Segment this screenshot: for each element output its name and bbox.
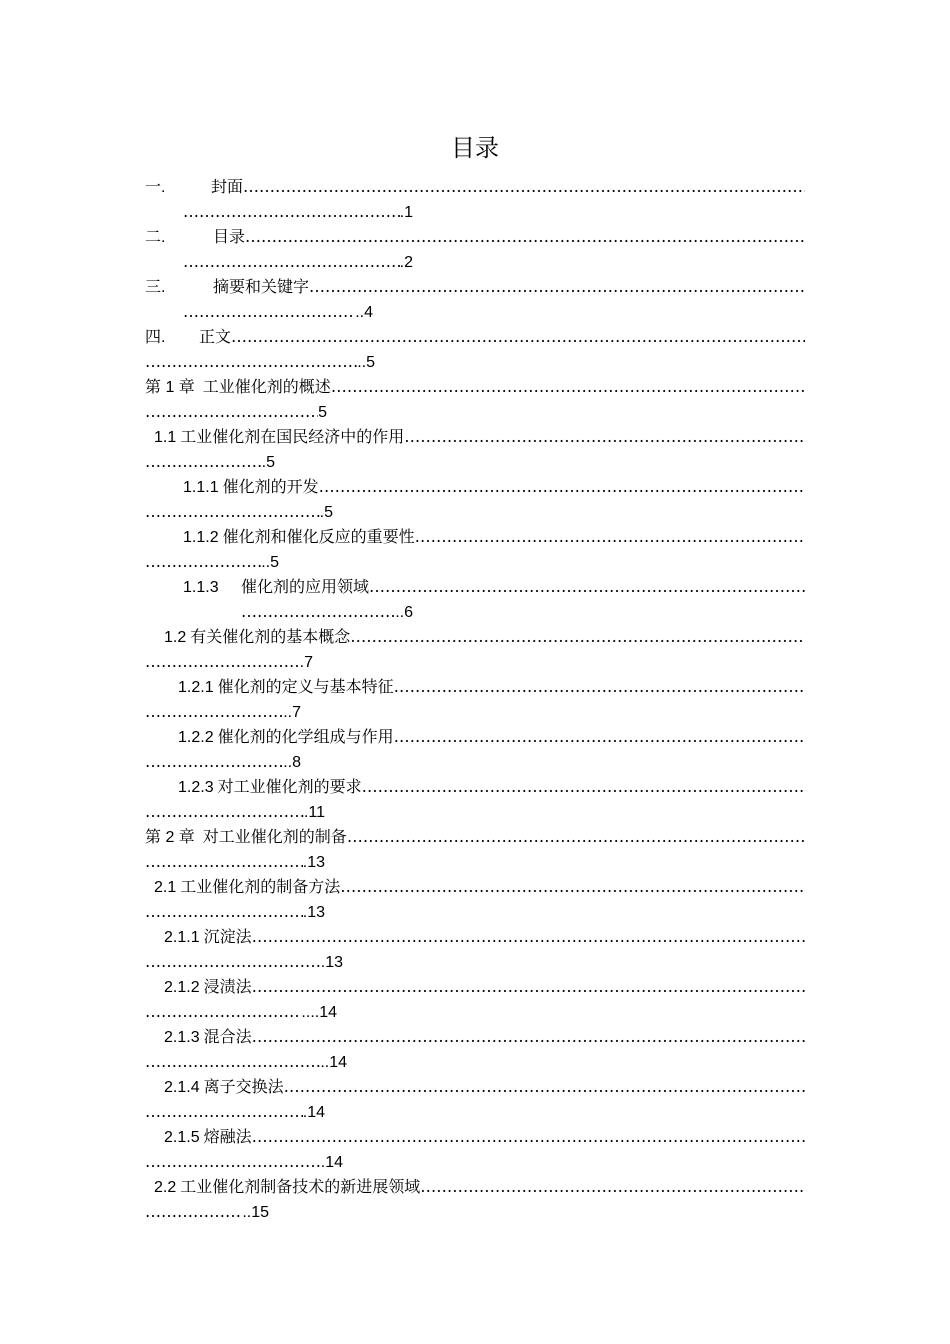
toc-leader-dots xyxy=(145,899,303,924)
toc-entry-title: 沉淀法 xyxy=(203,927,252,946)
toc-leader-dots xyxy=(252,1124,805,1149)
toc-leader-dots xyxy=(284,1074,805,1099)
toc-page-number: .5 xyxy=(261,454,275,471)
toc-entry-title: 熔融法 xyxy=(203,1127,252,1146)
toc-leader-dots xyxy=(420,1174,805,1199)
toc-entry[interactable] xyxy=(145,224,805,274)
toc-entry-title: 对工业催化剂的要求 xyxy=(217,777,362,796)
toc-leader-dots xyxy=(252,1024,805,1049)
toc-leader-dots xyxy=(145,699,283,724)
toc-leader-dots xyxy=(252,974,805,999)
toc-page-number: .7 xyxy=(299,654,313,671)
toc-leader-dots xyxy=(183,199,400,224)
toc-leader-dots xyxy=(145,799,304,824)
toc-leader-dots xyxy=(340,874,805,899)
toc-leader-dots xyxy=(145,449,262,474)
toc-entry[interactable] xyxy=(145,624,805,674)
toc-leader-dots xyxy=(183,299,355,324)
toc-entry-number: 2.1 xyxy=(154,879,177,896)
toc-entry-number: 一. xyxy=(145,179,166,196)
toc-entry-title: 催化剂的开发 xyxy=(222,477,319,496)
toc-entry-title: 封面 xyxy=(211,177,244,196)
toc-leader-dots xyxy=(309,274,805,299)
toc-page-number: ..7 xyxy=(283,704,301,721)
toc-title: 目录 xyxy=(451,134,499,162)
toc-entry-title: 混合法 xyxy=(203,1027,252,1046)
toc-entry[interactable] xyxy=(145,1174,805,1224)
toc-page-number: ..8 xyxy=(283,754,301,771)
toc-entry[interactable] xyxy=(145,324,805,374)
toc-entry-number: 2.1.1 xyxy=(164,929,200,946)
toc-page-number: .2 xyxy=(399,254,413,271)
toc-leader-dots xyxy=(145,349,357,374)
toc-entry[interactable] xyxy=(145,774,805,824)
toc-page-number: ..15 xyxy=(242,1204,269,1221)
toc-page-number: .13 xyxy=(302,904,325,921)
toc-page-number: ..6 xyxy=(395,604,413,621)
toc-leader-dots xyxy=(319,474,805,499)
toc-leader-dots xyxy=(145,749,283,774)
toc-page-number: ..4 xyxy=(355,304,373,321)
toc-entry-number: 1.2 xyxy=(164,629,187,646)
toc-entry-number: 三. xyxy=(145,279,166,296)
toc-leader-dots xyxy=(245,224,805,249)
toc-entry-title: 离子交换法 xyxy=(203,1077,284,1096)
toc-entry-title: 浸渍法 xyxy=(203,977,252,996)
toc-page-number: .14 xyxy=(302,1104,325,1121)
toc-leader-dots xyxy=(145,949,321,974)
toc-leader-dots xyxy=(231,324,805,349)
toc-entry-number: 2.1.4 xyxy=(164,1079,200,1096)
toc-leader-dots xyxy=(145,1149,321,1174)
toc-entry[interactable] xyxy=(145,174,805,224)
toc-entry[interactable] xyxy=(145,1124,805,1174)
toc-page-number: .5 xyxy=(319,504,333,521)
toc-entry-number: 第 1 章 xyxy=(145,379,195,396)
toc-entry-title: 目录 xyxy=(213,227,246,246)
toc-entry-title: 工业催化剂的制备方法 xyxy=(180,877,341,896)
toc-leader-dots xyxy=(331,374,805,399)
toc-entry-number: 1.2.2 xyxy=(178,729,214,746)
toc-leader-dots xyxy=(145,1199,242,1224)
toc-entry-number: 2.1.3 xyxy=(164,1029,200,1046)
toc-page-number: .13 xyxy=(302,854,325,871)
toc-entry-title: 催化剂的应用领域 xyxy=(241,577,370,596)
toc-entry[interactable] xyxy=(145,924,805,974)
toc-leader-dots xyxy=(145,849,303,874)
toc-entry[interactable] xyxy=(145,574,805,624)
toc-entry-number: 2.1.2 xyxy=(164,979,200,996)
toc-entry[interactable] xyxy=(145,1024,805,1074)
toc-entry[interactable] xyxy=(145,1074,805,1124)
toc-entry-number: 二. xyxy=(145,229,166,246)
toc-entry-number: 1.1.1 xyxy=(183,479,219,496)
toc-leader-dots xyxy=(350,624,805,649)
toc-entry-title: 工业催化剂在国民经济中的作用 xyxy=(180,427,405,446)
toc-leader-dots xyxy=(145,549,261,574)
toc-leader-dots xyxy=(145,649,300,674)
toc-entry[interactable] xyxy=(145,274,805,324)
toc-page-number: .1 xyxy=(399,204,413,221)
toc-entry[interactable] xyxy=(145,974,805,1024)
toc-entry-title: 有关催化剂的基本概念 xyxy=(190,627,351,646)
toc-page-number: ..14 xyxy=(320,1054,347,1071)
toc-entry[interactable] xyxy=(145,674,805,724)
toc-page-number: .13 xyxy=(320,954,343,971)
toc-page-number: ....14 xyxy=(301,1004,337,1021)
toc-entry-title: 工业催化剂制备技术的新进展领域 xyxy=(180,1177,421,1196)
toc-entry-number: 2.1.5 xyxy=(164,1129,200,1146)
toc-leader-dots xyxy=(145,1049,320,1074)
toc-leader-dots xyxy=(369,574,805,599)
toc-entry[interactable] xyxy=(145,824,805,874)
toc-entry[interactable] xyxy=(145,724,805,774)
toc-entry-number: 第 2 章 xyxy=(145,829,195,846)
toc-entry[interactable] xyxy=(145,524,805,574)
toc-entry[interactable] xyxy=(145,424,805,474)
toc-entry[interactable] xyxy=(145,474,805,524)
toc-leader-dots xyxy=(145,399,318,424)
toc-page-number: .14 xyxy=(320,1154,343,1171)
toc-leader-dots xyxy=(394,674,805,699)
toc-entry-title: 催化剂的定义与基本特征 xyxy=(217,677,394,696)
toc-entry-title: 正文 xyxy=(199,327,232,346)
toc-leader-dots xyxy=(394,724,805,749)
toc-leader-dots xyxy=(145,1099,303,1124)
toc-entry[interactable] xyxy=(145,374,805,424)
toc-entry-title: 催化剂的化学组成与作用 xyxy=(217,727,394,746)
toc-leader-dots xyxy=(415,524,805,549)
toc-entry-number: 2.2 xyxy=(154,1179,177,1196)
toc-entry-number: 1.2.1 xyxy=(178,679,214,696)
toc-page-number: ..5 xyxy=(357,354,375,371)
toc-page-number: .11 xyxy=(303,804,325,821)
toc-leader-dots xyxy=(347,824,805,849)
toc-page-number: 5 xyxy=(318,404,327,421)
toc-entry-number: 四. xyxy=(145,329,166,346)
toc-leader-dots xyxy=(252,924,805,949)
toc-entry-title: 摘要和关键字 xyxy=(213,277,310,296)
toc-leader-dots xyxy=(241,599,395,624)
toc-leader-dots xyxy=(145,999,301,1024)
toc-entry-title: 催化剂和催化反应的重要性 xyxy=(222,527,415,546)
toc-leader-dots xyxy=(404,424,805,449)
toc-leader-dots xyxy=(243,174,805,199)
toc-leader-dots xyxy=(145,499,320,524)
toc-entry-number: 1.1 xyxy=(154,429,177,446)
toc-leader-dots xyxy=(362,774,805,799)
toc-entry-number: 1.1.2 xyxy=(183,529,219,546)
toc-entry[interactable] xyxy=(145,874,805,924)
toc-entry-title: 工业催化剂的概述 xyxy=(202,377,331,396)
toc-leader-dots xyxy=(183,249,400,274)
toc-page-number: ..5 xyxy=(261,554,279,571)
toc-entry-number: 1.1.3 xyxy=(183,579,219,596)
toc-entry-title: 对工业催化剂的制备 xyxy=(202,827,347,846)
toc-entry-number: 1.2.3 xyxy=(178,779,214,796)
